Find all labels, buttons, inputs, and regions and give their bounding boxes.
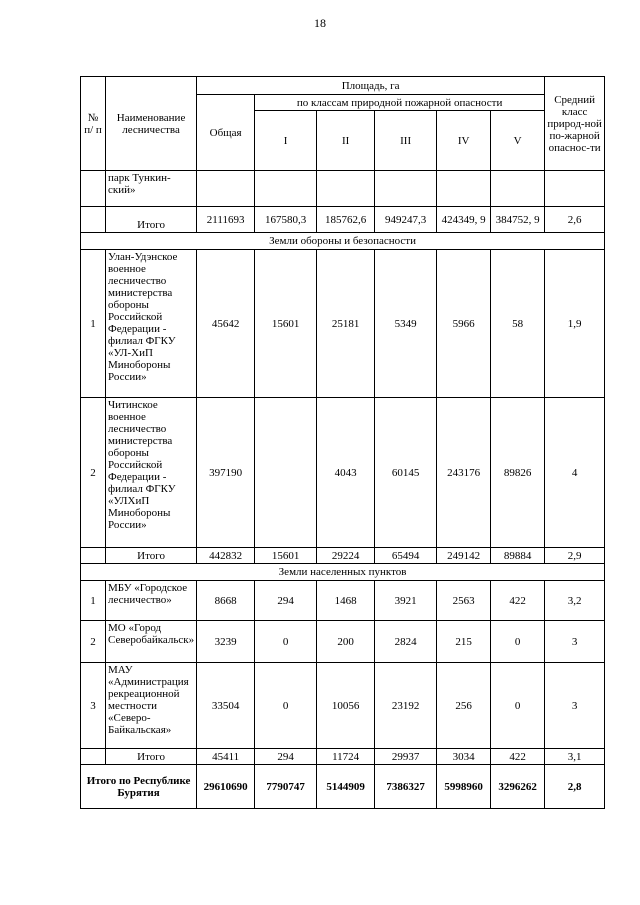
- section-title: Земли населенных пунктов: [81, 564, 605, 581]
- cell-num: 1: [81, 250, 106, 398]
- section-row: [81, 564, 605, 581]
- cell-c4: 215: [437, 621, 491, 663]
- cell-name: Итого: [106, 749, 197, 765]
- itogo-row: [81, 749, 605, 765]
- cell-c5: 0: [491, 621, 545, 663]
- cell-c1: 7790747: [255, 765, 317, 809]
- table-row: [81, 581, 605, 621]
- header-row-1: [81, 77, 605, 95]
- cell-c4: 3034: [437, 749, 491, 765]
- cell-avg: 4: [545, 398, 605, 548]
- cell-total: 29610690: [197, 765, 255, 809]
- table-row: [81, 171, 605, 207]
- cell-num: [81, 749, 106, 765]
- cell-num: [81, 171, 106, 207]
- cell-c3: 60145: [375, 398, 437, 548]
- header-num: № п/ п: [81, 77, 106, 171]
- cell-total: 442832: [197, 548, 255, 564]
- cell-total: [197, 171, 255, 207]
- table-row: [81, 663, 605, 749]
- cell-c5: 3296262: [491, 765, 545, 809]
- table-row: [81, 621, 605, 663]
- cell-avg: 3,1: [545, 749, 605, 765]
- cell-name: МАУ «Администрация рекреационной местности «Северо-Байкальская»: [106, 663, 197, 749]
- cell-c1: 294: [255, 581, 317, 621]
- cell-name: МБУ «Городское лесничество»: [106, 581, 197, 621]
- cell-c1: 15601: [255, 250, 317, 398]
- cell-name: МО «Город Северобайкальск»: [106, 621, 197, 663]
- section-row: [81, 233, 605, 250]
- cell-c1: 15601: [255, 548, 317, 564]
- cell-name: Читинское военное лесничество министерства обороны Российской Федерации - филиал ФГКУ «УЛХиП Минобороны России»: [106, 398, 197, 548]
- cell-c4: 256: [437, 663, 491, 749]
- header-class-3: III: [375, 111, 437, 171]
- cell-total: 45642: [197, 250, 255, 398]
- grand-total-row: [81, 765, 605, 809]
- cell-c2: 4043: [317, 398, 375, 548]
- cell-c1: [255, 398, 317, 548]
- cell-num: 3: [81, 663, 106, 749]
- cell-total: 3239: [197, 621, 255, 663]
- cell-c3: 949247,3: [375, 207, 437, 233]
- cell-total: 8668: [197, 581, 255, 621]
- cell-c1: 0: [255, 663, 317, 749]
- cell-c1: 167580,3: [255, 207, 317, 233]
- table-row: [81, 250, 605, 398]
- cell-c4: 2563: [437, 581, 491, 621]
- cell-c1: [255, 171, 317, 207]
- header-class-5: V: [491, 111, 545, 171]
- page-number: 18: [314, 16, 326, 30]
- cell-c4: 243176: [437, 398, 491, 548]
- cell-c5: 0: [491, 663, 545, 749]
- cell-name: Итого: [106, 548, 197, 564]
- cell-c5: 384752, 9: [491, 207, 545, 233]
- cell-c3: 7386327: [375, 765, 437, 809]
- cell-c4: 5966: [437, 250, 491, 398]
- header-class-1: I: [255, 111, 317, 171]
- cell-name: парк Тункин-ский»: [106, 171, 197, 207]
- header-by-class: по классам природной пожарной опасности: [255, 95, 545, 111]
- forest-fire-table: [80, 76, 605, 809]
- cell-c3: 2824: [375, 621, 437, 663]
- cell-avg: 3: [545, 621, 605, 663]
- cell-avg: 1,9: [545, 250, 605, 398]
- cell-c1: 0: [255, 621, 317, 663]
- header-avg: Средний класс природ-ной по-жарной опаснос-ти: [545, 77, 605, 171]
- cell-name: Улан-Удэнское военное лесничество министерства обороны Российской Федерации - филиал ФГКУ «УЛ-ХиП Минобороны России»: [106, 250, 197, 398]
- itogo-row: [81, 548, 605, 564]
- cell-c2: 200: [317, 621, 375, 663]
- cell-c3: 5349: [375, 250, 437, 398]
- header-class-4: IV: [437, 111, 491, 171]
- cell-num: [81, 548, 106, 564]
- cell-total: 2111693: [197, 207, 255, 233]
- cell-avg: 3: [545, 663, 605, 749]
- cell-num: 1: [81, 581, 106, 621]
- cell-c3: 29937: [375, 749, 437, 765]
- cell-avg: 2,8: [545, 765, 605, 809]
- cell-c4: 424349, 9: [437, 207, 491, 233]
- cell-total: 397190: [197, 398, 255, 548]
- cell-c3: 23192: [375, 663, 437, 749]
- cell-c2: 5144909: [317, 765, 375, 809]
- cell-c4: [437, 171, 491, 207]
- cell-total: 45411: [197, 749, 255, 765]
- cell-c4: 249142: [437, 548, 491, 564]
- cell-c3: 65494: [375, 548, 437, 564]
- table-row: [81, 398, 605, 548]
- header-area: Площадь, га: [197, 77, 545, 95]
- cell-c2: 11724: [317, 749, 375, 765]
- cell-c5: 422: [491, 581, 545, 621]
- grand-total-label: Итого по Республике Бурятия: [81, 765, 197, 809]
- cell-avg: [545, 171, 605, 207]
- header-total: Общая: [197, 95, 255, 171]
- cell-c5: 422: [491, 749, 545, 765]
- header-name: Наименование лесничества: [106, 77, 197, 171]
- cell-num: 2: [81, 621, 106, 663]
- cell-c2: 1468: [317, 581, 375, 621]
- cell-c5: [491, 171, 545, 207]
- itogo-row: [81, 207, 605, 233]
- cell-c2: 10056: [317, 663, 375, 749]
- cell-avg: 3,2: [545, 581, 605, 621]
- section-title: Земли обороны и безопасности: [81, 233, 605, 250]
- cell-num: 2: [81, 398, 106, 548]
- cell-c2: 25181: [317, 250, 375, 398]
- cell-c1: 294: [255, 749, 317, 765]
- cell-name: Итого: [106, 207, 197, 233]
- cell-c3: [375, 171, 437, 207]
- cell-total: 33504: [197, 663, 255, 749]
- header-class-2: II: [317, 111, 375, 171]
- cell-c5: 58: [491, 250, 545, 398]
- cell-c3: 3921: [375, 581, 437, 621]
- cell-c2: 29224: [317, 548, 375, 564]
- cell-c4: 5998960: [437, 765, 491, 809]
- cell-avg: 2,9: [545, 548, 605, 564]
- cell-num: [81, 207, 106, 233]
- cell-c2: 185762,6: [317, 207, 375, 233]
- cell-c5: 89884: [491, 548, 545, 564]
- cell-c2: [317, 171, 375, 207]
- cell-c5: 89826: [491, 398, 545, 548]
- cell-avg: 2,6: [545, 207, 605, 233]
